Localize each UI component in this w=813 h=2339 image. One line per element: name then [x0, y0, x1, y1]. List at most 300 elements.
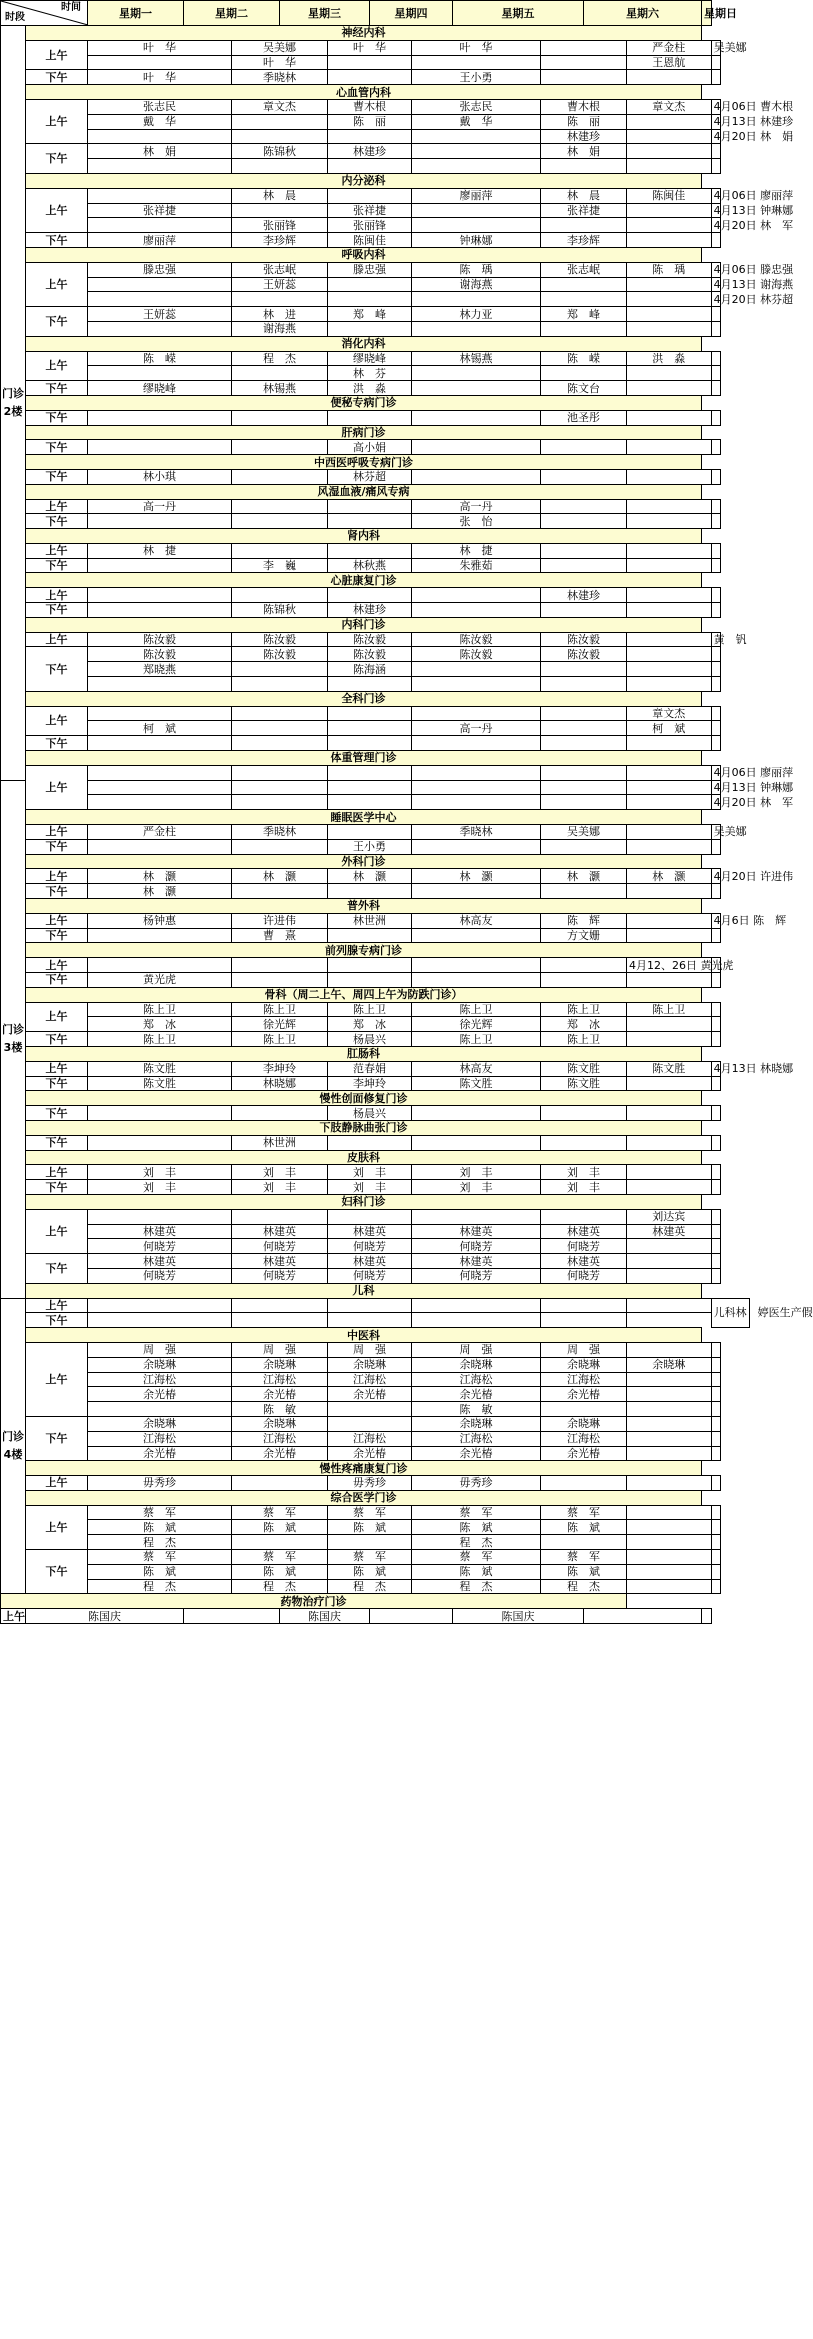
doctor-cell: 林建珍: [328, 603, 412, 618]
doctor-cell: [412, 1313, 541, 1328]
doctor-cell: 周 强: [232, 1342, 328, 1357]
doctor-cell: [541, 795, 627, 810]
doctor-cell: 周 强: [541, 1342, 627, 1357]
doctor-cell: [232, 203, 328, 218]
doctor-cell: [88, 706, 232, 721]
doctor-cell: [627, 662, 712, 677]
doctor-cell: 余光椿: [88, 1446, 232, 1461]
department-row: [1, 1120, 750, 1135]
doctor-cell: [627, 1535, 712, 1550]
doctor-cell: 4月13日 钟琳娜: [711, 203, 721, 218]
time-slot: 下午: [26, 647, 88, 691]
department-name: 肾内科: [26, 529, 702, 544]
department-name: 睡眠医学中心: [26, 810, 702, 825]
doctor-cell: 周 强: [328, 1342, 412, 1357]
doctor-cell: [627, 277, 712, 292]
doctor-cell: [627, 884, 712, 899]
schedule-row: [1, 292, 750, 307]
doctor-cell: [711, 1550, 721, 1565]
doctor-cell: 4月13日 钟琳娜: [711, 780, 721, 795]
doctor-cell: 陈文胜: [541, 1076, 627, 1091]
doctor-cell: 何晓芳: [88, 1239, 232, 1254]
doctor-cell: 林 灏: [88, 884, 232, 899]
doctor-cell: 陈文胜: [412, 1076, 541, 1091]
doctor-cell: 林晓娜: [232, 1076, 328, 1091]
period-label: 时段: [5, 12, 25, 23]
doctor-cell: [627, 129, 712, 144]
doctor-cell: 林 灏: [88, 869, 232, 884]
doctor-cell: [711, 410, 721, 425]
doctor-cell: [328, 588, 412, 603]
doctor-cell: [232, 795, 328, 810]
department-name: 便秘专病门诊: [26, 395, 702, 410]
doctor-cell: [627, 795, 712, 810]
doctor-cell: [627, 780, 712, 795]
schedule-row: [1, 973, 750, 988]
schedule-row: [1, 1342, 750, 1357]
doctor-cell: 陈汝毅: [88, 632, 232, 647]
doctor-cell: 陈上卫: [232, 1032, 328, 1047]
doctor-cell: [627, 1505, 712, 1520]
doctor-cell: 戴 华: [412, 114, 541, 129]
doctor-cell: 廖丽萍: [88, 233, 232, 248]
doctor-cell: 刘 丰: [328, 1180, 412, 1195]
doctor-cell: [328, 321, 412, 336]
doctor-cell: [627, 514, 712, 529]
doctor-cell: [88, 440, 232, 455]
doctor-cell: 陈国庆: [280, 1609, 370, 1624]
doctor-cell: [232, 1476, 328, 1491]
doctor-cell: [412, 795, 541, 810]
doctor-cell: [627, 1017, 712, 1032]
doctor-cell: 程 杰: [412, 1579, 541, 1594]
doctor-cell: [711, 1106, 721, 1121]
doctor-cell: [541, 603, 627, 618]
notice-cell: 儿科林 婷医生产假: [711, 1298, 749, 1328]
department-row: [1, 85, 750, 100]
doctor-cell: 毋秀珍: [328, 1476, 412, 1491]
doctor-cell: [328, 780, 412, 795]
time-slot: 下午: [26, 307, 88, 337]
doctor-cell: [412, 603, 541, 618]
department-name: 肝病门诊: [26, 425, 702, 440]
doctor-cell: [627, 1254, 712, 1269]
doctor-cell: 林 灏: [328, 869, 412, 884]
doctor-cell: 陈 嵘: [88, 351, 232, 366]
doctor-cell: 林高友: [412, 1061, 541, 1076]
schedule-row: [1, 884, 750, 899]
doctor-cell: [627, 159, 712, 174]
doctor-cell: [627, 1402, 712, 1417]
doctor-cell: 江海松: [88, 1431, 232, 1446]
schedule-row: [1, 1446, 750, 1461]
schedule-row: [1, 70, 750, 85]
doctor-cell: [627, 1579, 712, 1594]
time-slot: 下午: [26, 928, 88, 943]
doctor-cell: 刘 丰: [232, 1165, 328, 1180]
department-name: 儿科: [26, 1283, 702, 1298]
doctor-cell: 陈国庆: [26, 1609, 184, 1624]
doctor-cell: [412, 1135, 541, 1150]
doctor-cell: [232, 884, 328, 899]
doctor-cell: 陈上卫: [88, 1032, 232, 1047]
doctor-cell: 陈汝毅: [541, 647, 627, 662]
time-slot: 上午: [26, 99, 88, 143]
schedule-row: [1, 662, 750, 677]
department-name: 妇科门诊: [26, 1194, 702, 1209]
schedule-row: [1, 632, 750, 647]
doctor-cell: [232, 469, 328, 484]
doctor-cell: [88, 1402, 232, 1417]
doctor-cell: 4月20日 林 娟: [711, 129, 721, 144]
doctor-cell: [541, 1135, 627, 1150]
doctor-cell: [711, 1135, 721, 1150]
doctor-cell: [232, 662, 328, 677]
doctor-cell: [88, 677, 232, 692]
department-row: [1, 26, 750, 41]
doctor-cell: [711, 1431, 721, 1446]
doctor-cell: 余光椿: [88, 1387, 232, 1402]
doctor-cell: [627, 144, 712, 159]
doctor-cell: 钟琳娜: [412, 233, 541, 248]
time-slot: 上午: [26, 1165, 88, 1180]
schedule-row: [1, 1061, 750, 1076]
doctor-cell: [711, 884, 721, 899]
doctor-cell: 余光椿: [232, 1446, 328, 1461]
doctor-cell: 高一丹: [88, 499, 232, 514]
doctor-cell: [412, 469, 541, 484]
doctor-cell: 林世洲: [328, 913, 412, 928]
doctor-cell: 陈 丽: [328, 114, 412, 129]
time-slot: 下午: [26, 1254, 88, 1284]
department-row: [1, 529, 750, 544]
doctor-cell: [627, 469, 712, 484]
doctor-cell: [627, 1268, 712, 1283]
doctor-cell: [711, 1342, 721, 1357]
doctor-cell: [370, 1609, 453, 1624]
doctor-cell: 江海松: [328, 1431, 412, 1446]
doctor-cell: [711, 159, 721, 174]
doctor-cell: [328, 70, 412, 85]
doctor-cell: 4月12、26日 黄光虎: [627, 958, 712, 973]
doctor-cell: [711, 603, 721, 618]
doctor-cell: 林建英: [232, 1224, 328, 1239]
doctor-cell: 王恩航: [627, 55, 712, 70]
doctor-cell: 林小琪: [88, 469, 232, 484]
department-name: 骨科（周二上午、周四上午为防跌门诊）: [26, 987, 702, 1002]
doctor-cell: [627, 292, 712, 307]
day-header: 星期三: [280, 1, 370, 26]
time-slot: 上午: [26, 188, 88, 232]
doctor-cell: [541, 514, 627, 529]
doctor-cell: 余晓琳: [328, 1357, 412, 1372]
doctor-cell: 王小勇: [412, 70, 541, 85]
doctor-cell: 方文姗: [541, 928, 627, 943]
doctor-cell: 郑 冰: [328, 1017, 412, 1032]
department-name: 内科门诊: [26, 617, 702, 632]
doctor-cell: [627, 1239, 712, 1254]
doctor-cell: [711, 1564, 721, 1579]
doctor-cell: 蔡 军: [88, 1550, 232, 1565]
doctor-cell: [88, 188, 232, 203]
department-name: 消化内科: [26, 336, 702, 351]
doctor-cell: 季晓林: [412, 825, 541, 840]
department-row: [1, 899, 750, 914]
doctor-cell: [711, 1520, 721, 1535]
doctor-cell: [711, 55, 721, 70]
time-slot: 上午: [26, 1209, 88, 1253]
schedule-row: [1, 1564, 750, 1579]
doctor-cell: 林建英: [328, 1224, 412, 1239]
doctor-cell: 张丽锋: [232, 218, 328, 233]
doctor-cell: [541, 469, 627, 484]
department-name: 外科门诊: [26, 854, 702, 869]
doctor-cell: 林秋燕: [328, 558, 412, 573]
time-slot: 下午: [26, 440, 88, 455]
doctor-cell: 林 晨: [541, 188, 627, 203]
doctor-cell: [541, 958, 627, 973]
doctor-cell: 蔡 军: [412, 1550, 541, 1565]
doctor-cell: 余晓琳: [541, 1357, 627, 1372]
doctor-cell: 余光椿: [328, 1446, 412, 1461]
doctor-cell: 陈上卫: [541, 1032, 627, 1047]
doctor-cell: [328, 677, 412, 692]
doctor-cell: [711, 1387, 721, 1402]
doctor-cell: [711, 70, 721, 85]
department-row: [1, 395, 750, 410]
doctor-cell: [328, 958, 412, 973]
doctor-cell: [627, 558, 712, 573]
doctor-cell: 余晓琳: [541, 1416, 627, 1431]
doctor-cell: 陈 斌: [328, 1520, 412, 1535]
time-slot: 下午: [26, 603, 88, 618]
doctor-cell: 柯 斌: [627, 721, 712, 736]
doctor-cell: 滕忠强: [88, 262, 232, 277]
doctor-cell: 何晓芳: [541, 1239, 627, 1254]
doctor-cell: 何晓芳: [412, 1239, 541, 1254]
doctor-cell: 林建英: [412, 1254, 541, 1269]
doctor-cell: [412, 765, 541, 780]
doctor-cell: [711, 1002, 721, 1017]
doctor-cell: [541, 839, 627, 854]
department-name: 内分泌科: [26, 173, 702, 188]
doctor-cell: [541, 706, 627, 721]
doctor-cell: [232, 543, 328, 558]
doctor-cell: 王妍蕊: [232, 277, 328, 292]
doctor-cell: [627, 381, 712, 396]
doctor-cell: 林 芬: [328, 366, 412, 381]
doctor-cell: 陈上卫: [627, 1002, 712, 1017]
time-slot: 上午: [26, 262, 88, 306]
doctor-cell: [412, 366, 541, 381]
doctor-cell: [711, 514, 721, 529]
doctor-cell: [702, 1609, 712, 1624]
schedule-row: [1, 514, 750, 529]
doctor-cell: 陈上卫: [541, 1002, 627, 1017]
doctor-cell: [541, 1298, 627, 1313]
department-row: [1, 247, 750, 262]
doctor-cell: [541, 1402, 627, 1417]
time-slot: 下午: [26, 514, 88, 529]
doctor-cell: 何晓芳: [328, 1268, 412, 1283]
schedule-row: [1, 913, 750, 928]
time-slot: 上午: [26, 869, 88, 884]
doctor-cell: 刘 丰: [88, 1180, 232, 1195]
schedule-row: [1, 55, 750, 70]
doctor-cell: 程 杰: [232, 1579, 328, 1594]
doctor-cell: 蔡 军: [232, 1505, 328, 1520]
doctor-cell: 缪晓峰: [88, 381, 232, 396]
doctor-cell: [711, 1416, 721, 1431]
time-slot: 上午: [26, 1476, 88, 1491]
doctor-cell: [711, 381, 721, 396]
doctor-cell: 郑晓燕: [88, 662, 232, 677]
doctor-cell: [412, 381, 541, 396]
time-slot: 下午: [26, 1135, 88, 1150]
doctor-cell: [541, 70, 627, 85]
doctor-cell: [627, 1180, 712, 1195]
doctor-cell: [541, 780, 627, 795]
doctor-cell: 陈上卫: [412, 1002, 541, 1017]
floor-label: 门诊2楼: [1, 26, 26, 781]
doctor-cell: [711, 1254, 721, 1269]
doctor-cell: [711, 1239, 721, 1254]
doctor-cell: 缪晓峰: [328, 351, 412, 366]
doctor-cell: [627, 410, 712, 425]
doctor-cell: 林 捷: [88, 543, 232, 558]
doctor-cell: [328, 1209, 412, 1224]
doctor-cell: [711, 1535, 721, 1550]
doctor-cell: 陈 辉: [541, 913, 627, 928]
doctor-cell: 张志民: [412, 99, 541, 114]
schedule-row: [1, 1579, 750, 1594]
doctor-cell: [627, 203, 712, 218]
doctor-cell: 4月06日 曹木根: [711, 99, 721, 114]
schedule-row: [1, 958, 750, 973]
doctor-cell: 陈文胜: [88, 1076, 232, 1091]
doctor-cell: 季晓林: [232, 825, 328, 840]
doctor-cell: 陈 瑀: [412, 262, 541, 277]
schedule-row: [1, 736, 750, 751]
schedule-row: [1, 1431, 750, 1446]
doctor-cell: [232, 114, 328, 129]
doctor-cell: [412, 129, 541, 144]
department-name: 体重管理门诊: [26, 751, 702, 766]
department-row: [1, 751, 750, 766]
doctor-cell: [627, 114, 712, 129]
doctor-cell: 江海松: [328, 1372, 412, 1387]
doctor-cell: [328, 884, 412, 899]
doctor-cell: 4月13日 林建珍: [711, 114, 721, 129]
doctor-cell: [627, 1550, 712, 1565]
doctor-cell: 陈 斌: [88, 1564, 232, 1579]
doctor-cell: [412, 780, 541, 795]
department-row: [1, 573, 750, 588]
doctor-cell: 江海松: [88, 1372, 232, 1387]
doctor-cell: [412, 928, 541, 943]
schedule-row: [1, 1372, 750, 1387]
doctor-cell: 林 娟: [541, 144, 627, 159]
doctor-cell: 程 杰: [412, 1535, 541, 1550]
time-slot: 上午: [26, 913, 88, 928]
schedule-row: [1, 129, 750, 144]
doctor-cell: [88, 839, 232, 854]
doctor-cell: [627, 1387, 712, 1402]
department-name: 风湿血液/痛风专病: [26, 484, 702, 499]
doctor-cell: 余晓琳: [88, 1357, 232, 1372]
doctor-cell: 林 灏: [627, 869, 712, 884]
doctor-cell: 陈上卫: [88, 1002, 232, 1017]
doctor-cell: 陈 斌: [412, 1520, 541, 1535]
doctor-cell: 林建英: [232, 1254, 328, 1269]
doctor-cell: [627, 973, 712, 988]
doctor-cell: 严金柱: [627, 40, 712, 55]
time-slot: 上午: [26, 543, 88, 558]
doctor-cell: [541, 321, 627, 336]
doctor-cell: [88, 1313, 232, 1328]
schedule-row: [1, 218, 750, 233]
doctor-cell: 黄 钒: [711, 632, 721, 647]
doctor-cell: [412, 973, 541, 988]
doctor-cell: 洪 淼: [627, 351, 712, 366]
time-slot: 下午: [26, 736, 88, 751]
department-name: 慢性疼痛康复门诊: [26, 1461, 702, 1476]
doctor-cell: [627, 647, 712, 662]
doctor-cell: 4月06日 廖丽萍: [711, 188, 721, 203]
schedule-row: [1, 1254, 750, 1269]
doctor-cell: 陈闽佳: [627, 188, 712, 203]
time-slot: 下午: [26, 144, 88, 174]
schedule-row: [1, 869, 750, 884]
doctor-cell: [711, 321, 721, 336]
doctor-cell: [88, 1298, 232, 1313]
time-slot: 下午: [26, 973, 88, 988]
time-slot: 下午: [26, 1032, 88, 1047]
department-name: 心脏康复门诊: [26, 573, 702, 588]
doctor-cell: 林 晨: [232, 188, 328, 203]
doctor-cell: [627, 1372, 712, 1387]
schedule-row: [1, 1135, 750, 1150]
department-row: [1, 943, 750, 958]
department-row: [1, 336, 750, 351]
doctor-cell: 章文杰: [627, 706, 712, 721]
doctor-cell: 余晓琳: [412, 1357, 541, 1372]
doctor-cell: 4月13日 谢海燕: [711, 277, 721, 292]
doctor-cell: 江海松: [232, 1372, 328, 1387]
doctor-cell: 毋秀珍: [88, 1476, 232, 1491]
doctor-cell: 谢海燕: [412, 277, 541, 292]
doctor-cell: [711, 1209, 721, 1224]
doctor-cell: [541, 277, 627, 292]
doctor-cell: [627, 1416, 712, 1431]
doctor-cell: [541, 366, 627, 381]
doctor-cell: [541, 662, 627, 677]
schedule-row: [1, 99, 750, 114]
doctor-cell: [88, 558, 232, 573]
doctor-cell: [328, 129, 412, 144]
time-slot: 上午: [26, 588, 88, 603]
doctor-cell: [541, 159, 627, 174]
doctor-cell: 章文杰: [232, 99, 328, 114]
time-slot: 下午: [26, 1180, 88, 1195]
doctor-cell: 杨钟惠: [88, 913, 232, 928]
doctor-cell: 陈上卫: [412, 1032, 541, 1047]
department-row: [1, 810, 750, 825]
doctor-cell: 蔡 军: [328, 1550, 412, 1565]
time-slot: 下午: [26, 1550, 88, 1594]
time-slot: 下午: [26, 1313, 88, 1328]
department-row: [1, 1150, 750, 1165]
